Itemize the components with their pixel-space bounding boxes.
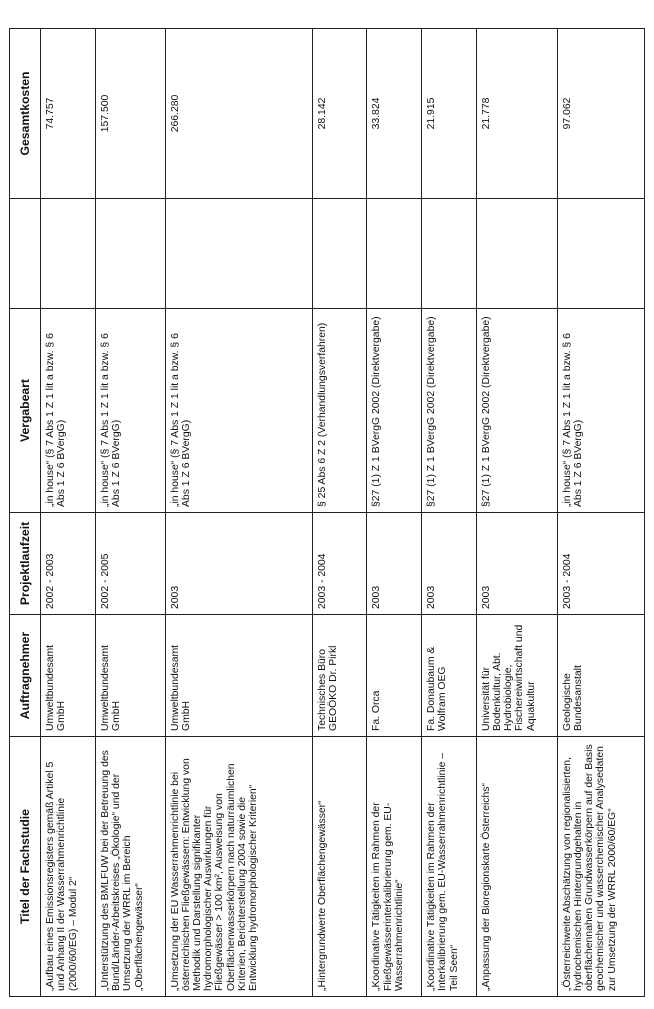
titel-cell: „Aufbau eines Emissionsregisters gemäß Artikel 5 und Anhang II der Wasserrahmenrichtlinie (2000/60/EG) – Modul 2“ bbox=[41, 737, 96, 997]
auftragnehmer-cell: Umweltbundesamt GmbH bbox=[95, 615, 165, 737]
laufzeit-cell: 2003 bbox=[422, 513, 477, 615]
table-row bbox=[95, 29, 165, 997]
kosten-cell: 97.062 bbox=[557, 29, 644, 199]
titel-cell: „Österreichweite Abschätzung von regionalisierten, hydrochemischen Hintergrundgehalten in oberflächennahen Grundwasserkörpern auf der Basis geochemischer und wasserchemischer Analysedaten zur Umsetzung der WRRL 2000/60/EG“ bbox=[557, 737, 644, 997]
empty-cell bbox=[312, 199, 367, 309]
header-empty bbox=[10, 199, 41, 309]
table-row bbox=[476, 29, 557, 997]
table-row bbox=[41, 29, 96, 997]
titel-cell: „Anpassung der Bioregionskarte Österreichs“ bbox=[476, 737, 557, 997]
laufzeit-cell: 2003 - 2004 bbox=[557, 513, 644, 615]
auftragnehmer-cell: Umweltbundesamt GmbH bbox=[165, 615, 312, 737]
empty-cell bbox=[165, 199, 312, 309]
empty-cell bbox=[95, 199, 165, 309]
auftragnehmer-cell: Fa. Donaubaum & Wolfram OEG bbox=[422, 615, 477, 737]
header-projektlaufzeit: Projektlaufzeit bbox=[10, 513, 41, 615]
table-row bbox=[422, 29, 477, 997]
vergabeart-cell: § 25 Abs 6 Z 2 (Verhandlungsverfahren) bbox=[312, 309, 367, 513]
auftragnehmer-cell: Umweltbundesamt GmbH bbox=[41, 615, 96, 737]
table-row bbox=[367, 29, 422, 997]
auftragnehmer-cell: Universität für Bodenkultur, Abt. Hydrobiologie, Fischereiwirtschaft und Aquakultur bbox=[476, 615, 557, 737]
laufzeit-cell: 2003 bbox=[165, 513, 312, 615]
laufzeit-cell: 2002 - 2003 bbox=[41, 513, 96, 615]
laufzeit-cell: 2003 bbox=[367, 513, 422, 615]
header-row bbox=[10, 29, 41, 997]
header-gesamtkosten: Gesamtkosten bbox=[10, 29, 41, 199]
laufzeit-cell: 2003 bbox=[476, 513, 557, 615]
titel-cell: „Koordinative Tätigkeiten im Rahmen der Interkalibrierung gem. EU-Wasserrahmenrichtlinie – Teil Seen“ bbox=[422, 737, 477, 997]
vergabeart-cell: „in house“ (§ 7 Abs 1 Z 1 lit a bzw. § 6 Abs 1 Z 6 BVergG) bbox=[165, 309, 312, 513]
laufzeit-cell: 2003 - 2004 bbox=[312, 513, 367, 615]
titel-cell: „Koordinative Tätigkeiten im Rahmen der Fließgewässerinterkalibrierung gem. EU-Wasserrahmenrichtlinie“ bbox=[367, 737, 422, 997]
titel-cell: „Unterstützung des BMLFUW bei der Betreuung des Bund/Länder-Arbeitskreises „Ökologie“ und der Umsetzung der WRRL im Bereich „Oberflächengewässer“ bbox=[95, 737, 165, 997]
vergabeart-cell: §27 (1) Z 1 BVergG 2002 (Direktvergabe) bbox=[476, 309, 557, 513]
kosten-cell: 21.915 bbox=[422, 29, 477, 199]
auftragnehmer-cell: Geologische Bundesanstalt bbox=[557, 615, 644, 737]
auftragnehmer-cell: Fa. Orca bbox=[367, 615, 422, 737]
kosten-cell: 28.142 bbox=[312, 29, 367, 199]
kosten-cell: 157.500 bbox=[95, 29, 165, 199]
header-auftragnehmer: Auftragnehmer bbox=[10, 615, 41, 737]
auftragnehmer-cell: Technisches Büro GEOÖKO Dr. Pirkl bbox=[312, 615, 367, 737]
titel-cell: „Umsetzung der EU Wasserrahmenrichtlinie bei österreichischen Fließgewässern: Entwicklung von Methodik und Darstellung signifikanter hydromorphologischer Auswirkungen für Fließgewässer > 100 km², Ausweisung von Oberflächenwasserkörpern nach naturräumlichen Kriterien, Berichterstellung 2004 sowie die Entwicklung hydromorphologischer Kriterien“ bbox=[165, 737, 312, 997]
laufzeit-cell: 2002 - 2005 bbox=[95, 513, 165, 615]
empty-cell bbox=[557, 199, 644, 309]
header-vergabeart: Vergabeart bbox=[10, 309, 41, 513]
vergabeart-cell: §27 (1) Z 1 BVergG 2002 (Direktvergabe) bbox=[367, 309, 422, 513]
table-body bbox=[41, 29, 645, 997]
empty-cell bbox=[41, 199, 96, 309]
titel-cell: „Hintergrundwerte Oberflächengewässer“ bbox=[312, 737, 367, 997]
table-row bbox=[165, 29, 312, 997]
kosten-cell: 33.824 bbox=[367, 29, 422, 199]
kosten-cell: 21.778 bbox=[476, 29, 557, 199]
fachstudien-table bbox=[9, 28, 645, 997]
empty-cell bbox=[367, 199, 422, 309]
table-row bbox=[557, 29, 644, 997]
empty-cell bbox=[422, 199, 477, 309]
vergabeart-cell: „in house“ (§ 7 Abs 1 Z 1 lit a bzw. § 6 Abs 1 Z 6 BVergG) bbox=[41, 309, 96, 513]
kosten-cell: 74.757 bbox=[41, 29, 96, 199]
vergabeart-cell: „in house“ (§ 7 Abs 1 Z 1 lit a bzw. § 6 Abs 1 Z 6 BVergG) bbox=[95, 309, 165, 513]
vergabeart-cell: §27 (1) Z 1 BVergG 2002 (Direktvergabe) bbox=[422, 309, 477, 513]
table-row bbox=[312, 29, 367, 997]
kosten-cell: 266.280 bbox=[165, 29, 312, 199]
header-titel: Titel der Fachstudie bbox=[10, 737, 41, 997]
vergabeart-cell: „in house“ (§ 7 Abs 1 Z 1 lit a bzw. § 6 Abs 1 Z 6 BVergG) bbox=[557, 309, 644, 513]
empty-cell bbox=[476, 199, 557, 309]
